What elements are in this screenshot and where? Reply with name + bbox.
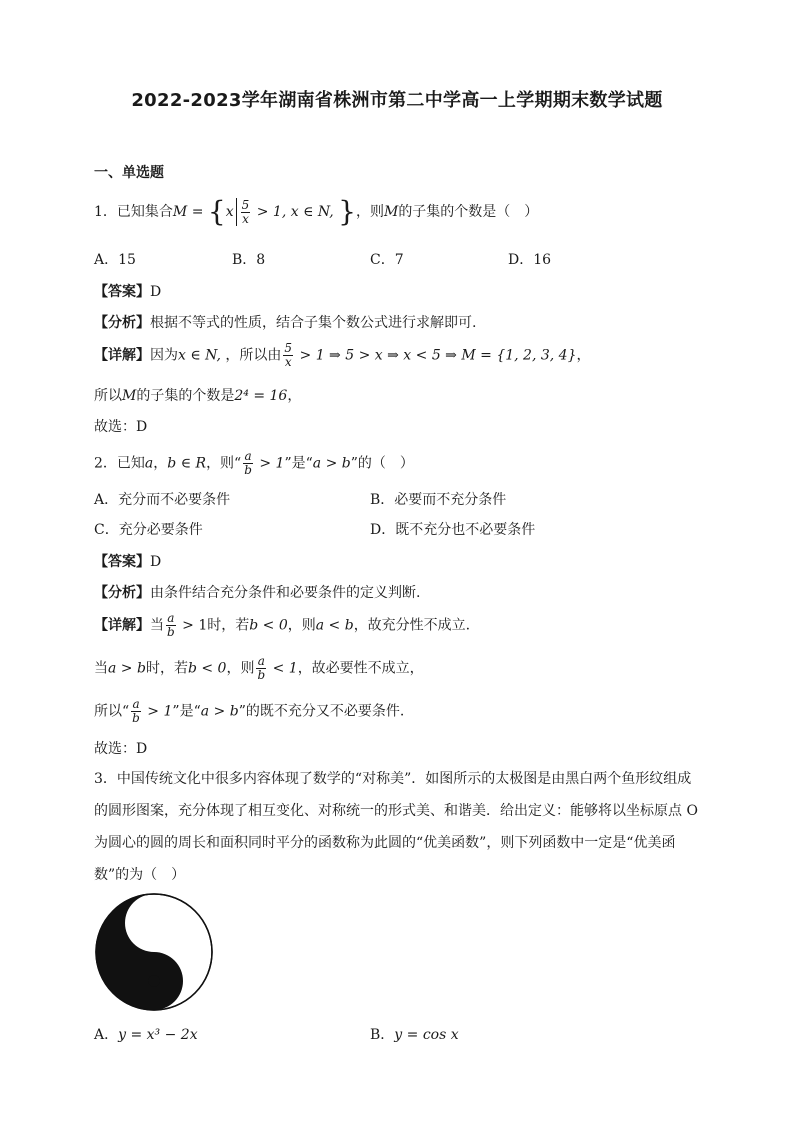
q3-option-a: A．y = x³ − 2x: [94, 1027, 198, 1043]
q1-answer: 【答案】D: [94, 284, 162, 300]
q2-detail-line3: 所以“ $\frac{a}{b}$ > 1”是“a > b”的既不充分又不必要条件.: [94, 697, 405, 725]
q1-detail-line2: 所以M的子集的个数是2⁴ = 16，: [94, 388, 302, 404]
fraction: $\frac{a}{b}$: [257, 654, 266, 682]
q2-detail: 【详解】当 $\frac{a}{b}$ > 1时，若b < 0，则a < b，故充分性不成立.: [94, 611, 471, 639]
q1-option-d: D．16: [508, 252, 552, 268]
fraction: $\frac{a}{b}$: [244, 449, 252, 477]
page-title: 2022-2023学年湖南省株洲市第二中学高一上学期期末数学试题: [131, 90, 663, 111]
fraction: $\frac{5}{x}$: [241, 197, 250, 226]
q1-analysis: 【分析】根据不等式的性质，结合子集个数公式进行求解即可.: [94, 315, 477, 331]
q2-detail-line2: 当a > b时，若b < 0，则 $\frac{a}{b}$ < 1，故必要性不成立，: [94, 654, 424, 682]
q2-analysis: 【分析】由条件结合充分条件和必要条件的定义判断.: [94, 585, 421, 601]
question-3-stem: 3．中国传统文化中很多内容体现了数学的“对称美”．如图所示的太极图是由黑白两个鱼形纹组成的圆形图案，充分体现了相互变化、对称统一的形式美、和谐美．给出定义：能够将以坐标原点 O为圆心的圆的周长和面积同时平分的函数称为此圆的“优美函数”，则下列函数中一定是“优美函数”的为（ ）: [94, 771, 698, 883]
q2-option-b: B．必要而不充分条件: [370, 492, 507, 508]
q2-option-d: D．既不充分也不必要条件: [370, 522, 536, 538]
q1-detail: 【详解】因为x ∈ N, ，所以由 $\frac{5}{x}$ > 1 ⇒ 5 > x ⇒ x < 5 ⇒ M = {1, 2, 3, 4}，: [94, 341, 591, 369]
section-heading: 一、单选题: [94, 165, 164, 181]
q2-choose: 故选：D: [94, 741, 148, 757]
q3-option-b: B．y = cos x: [370, 1027, 459, 1043]
question-2-stem: 2．已知a，b ∈ R，则“ $\frac{a}{b}$ > 1”是“a > b”的（ ）: [94, 449, 414, 477]
fraction: $\frac{a}{b}$: [167, 611, 175, 639]
q1-option-c: C．7: [370, 252, 404, 268]
q2-answer: 【答案】D: [94, 554, 162, 570]
q1-option-b: B．8: [232, 252, 266, 268]
q1-choose: 故选：D: [94, 419, 148, 435]
question-1-stem: 1．已知集合M = {x $\frac{5}{x}$ > 1, x ∈ N, }，则M的子集的个数是（ ）: [94, 195, 539, 228]
fraction: $\frac{5}{x}$: [284, 341, 293, 369]
fraction: $\frac{a}{b}$: [132, 697, 140, 725]
q1-option-a: A．15: [94, 252, 136, 268]
q2-option-c: C．充分必要条件: [94, 522, 203, 538]
q2-option-a: A．充分而不必要条件: [94, 492, 231, 508]
taiji-icon: [94, 892, 214, 1012]
